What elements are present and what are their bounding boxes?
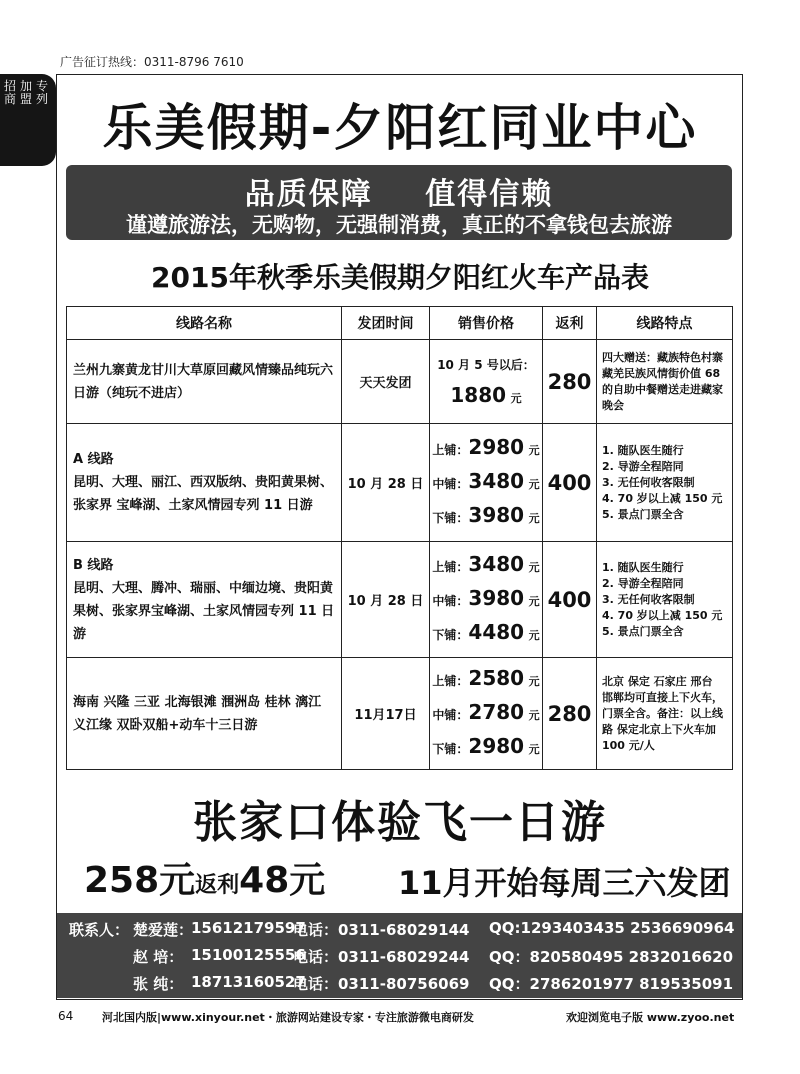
- contact-tel: 电话：0311-68029144: [293, 921, 470, 939]
- price-label: 上铺：: [432, 673, 469, 688]
- price-value: 2980: [468, 733, 525, 758]
- price-value: 3980: [468, 502, 525, 527]
- ad-hotline: 广告征订热线：0311-8796 7610: [60, 55, 244, 69]
- feature-item: 4. 70 岁以上减 150 元: [602, 608, 723, 622]
- price-value: 3480: [468, 468, 525, 493]
- route-text: 昆明、大理、丽江、西双版纳、贵阳黄果树、张家界 宝峰湖、土家风情园专列 11 日游: [73, 475, 334, 513]
- promo-price: 258元: [84, 860, 196, 901]
- table-header-row: [67, 307, 733, 340]
- feature-item: 2. 导游全程陪同: [602, 459, 684, 473]
- header-date: 发团时间: [342, 307, 430, 340]
- price-label: 下铺：: [432, 741, 469, 756]
- header-rebate: 返利: [543, 307, 597, 340]
- feature-item: 2. 导游全程陪同: [602, 576, 684, 590]
- route-line-label: B 线路: [73, 557, 114, 573]
- contact-tel: 电话：0311-68029244: [293, 948, 470, 966]
- contact-qq: QQ：820580495 2832016620: [489, 948, 734, 966]
- product-table-title: 2015年秋季乐美假期夕阳红火车产品表: [151, 261, 649, 294]
- price-unit: 元: [528, 477, 540, 491]
- price-cell: [430, 340, 543, 424]
- slogan-line-1: 品质保障 值得信赖: [244, 177, 554, 212]
- side-tab-text-1: 招商: [4, 79, 17, 106]
- date-cell: 11月17日: [342, 658, 430, 770]
- price-note: 10 月 5 号以后：: [437, 357, 535, 372]
- promo-rebate-label: 返利: [195, 873, 240, 898]
- price-label: 上铺：: [432, 559, 469, 574]
- price-value: 3980: [468, 585, 525, 610]
- feature-item: 1. 随队医生随行: [602, 443, 684, 457]
- contact-label: 联系人：: [69, 921, 130, 939]
- price-unit: 元: [528, 674, 540, 688]
- table-row: [67, 658, 733, 770]
- contact-tel: 电话：0311-80756069: [293, 975, 470, 993]
- route-text: 海南 兴隆 三亚 北海银滩 涠洲岛 桂林 漓江 义江缘 双卧双船+动车十三日游: [73, 694, 322, 733]
- price-value: 2580: [468, 665, 525, 690]
- price-cell: [430, 542, 543, 658]
- feature-item: 1. 随队医生随行: [602, 560, 684, 574]
- price-unit: 元: [528, 628, 540, 642]
- price-label: 下铺：: [432, 510, 469, 525]
- table-row: [67, 542, 733, 658]
- feature-item: 5. 景点门票全含: [602, 507, 684, 521]
- price-cell: [430, 658, 543, 770]
- price-cell: [430, 424, 543, 542]
- promo-title: 张家口体验飞一日游: [193, 797, 607, 848]
- price-unit: 元: [510, 391, 522, 405]
- features-cell: [597, 658, 733, 770]
- price-unit: 元: [528, 742, 540, 756]
- contact-name: 张 纯：: [133, 975, 184, 993]
- footer-left-text: 河北国内版|www.xinyour.net・旅游网站建设专家・专注旅游微电商研发: [102, 1011, 474, 1024]
- price-unit: 元: [528, 560, 540, 574]
- route-cell: [67, 424, 342, 542]
- footer-right-text: 欢迎浏览电子版 www.zyoo.net: [566, 1011, 735, 1024]
- price-value: 3480: [468, 551, 525, 576]
- contact-panel: [57, 913, 742, 998]
- route-text: 昆明、大理、腾冲、瑞丽、中缅边境、贵阳黄果树、张家界宝峰湖、土家风情园专列 11 日游: [73, 580, 335, 642]
- price-label: 上铺：: [432, 442, 469, 457]
- side-tab: [0, 74, 56, 166]
- contact-name: 赵 培：: [133, 948, 184, 966]
- date-cell: 10 月 28 日: [342, 542, 430, 658]
- price-value: 2780: [468, 699, 525, 724]
- price-unit: 元: [528, 594, 540, 608]
- route-line-label: A 线路: [73, 452, 114, 467]
- feature-text: 四大赠送：藏族特色村寨 藏羌民族风情街价值 68 的自助中餐赠送走进藏家晚会: [602, 350, 723, 412]
- feature-item: 5. 景点门票全含: [602, 624, 684, 638]
- feature-text: 北京 保定 石家庄 邢台 邯郸均可直接上下火车，门票全含。备注：以上线路 保定北京上下火车加 100 元/人: [602, 674, 723, 752]
- slogan-line-2: 谨遵旅游法，无购物，无强制消费，真正的不拿钱包去旅游: [126, 213, 672, 237]
- route-text: 兰州九寨黄龙甘川大草原回藏风情臻品纯玩六日游（纯玩不进店）: [73, 362, 334, 401]
- table-row: [67, 424, 733, 542]
- contact-mobile: 18713160527: [191, 973, 306, 991]
- rebate-cell: 400: [543, 542, 597, 658]
- promo-rebate: 48元: [239, 860, 326, 901]
- contact-name: 楚爱莲：: [133, 921, 194, 939]
- price-label: 中铺：: [432, 707, 469, 722]
- table-row: [67, 340, 733, 424]
- header-route: 线路名称: [67, 307, 342, 340]
- rebate-cell: 400: [543, 424, 597, 542]
- route-cell: [67, 340, 342, 424]
- features-cell: [597, 340, 733, 424]
- promo-price-line: [84, 852, 325, 903]
- price-value: 1880: [450, 382, 507, 407]
- price-label: 中铺：: [432, 476, 469, 491]
- price-label: 下铺：: [432, 627, 469, 642]
- route-cell: [67, 658, 342, 770]
- rebate-cell: 280: [543, 340, 597, 424]
- route-cell: [67, 542, 342, 658]
- features-cell: [597, 424, 733, 542]
- contact-qq: QQ：2786201977 819535091: [489, 975, 734, 993]
- feature-item: 3. 无任何收客限制: [602, 592, 695, 606]
- header-features: 线路特点: [597, 307, 733, 340]
- price-value: 2980: [468, 434, 525, 459]
- rebate-cell: 280: [543, 658, 597, 770]
- feature-item: 3. 无任何收客限制: [602, 475, 695, 489]
- header-price: 销售价格: [430, 307, 543, 340]
- features-cell: [597, 542, 733, 658]
- contact-mobile: 15612179597: [191, 919, 306, 937]
- price-unit: 元: [528, 443, 540, 457]
- contact-mobile: 15100125556: [191, 946, 306, 964]
- page-number: 64: [58, 1009, 74, 1023]
- page-title: 乐美假期-夕阳红同业中心: [102, 99, 698, 157]
- feature-item: 4. 70 岁以上减 150 元: [602, 491, 723, 505]
- price-label: 中铺：: [432, 593, 469, 608]
- date-cell: 10 月 28 日: [342, 424, 430, 542]
- product-table: [66, 306, 733, 770]
- contact-qq: QQ:1293403435 2536690964: [489, 919, 735, 937]
- side-tab-text-2: 加盟: [20, 79, 33, 106]
- slogan-banner: [66, 165, 732, 240]
- promo-schedule: 11月开始每周三六发团: [398, 864, 731, 902]
- price-unit: 元: [528, 511, 540, 525]
- price-value: 4480: [468, 619, 525, 644]
- side-tab-text-3: 专列: [36, 79, 49, 106]
- price-unit: 元: [528, 708, 540, 722]
- date-cell: 天天发团: [342, 340, 430, 424]
